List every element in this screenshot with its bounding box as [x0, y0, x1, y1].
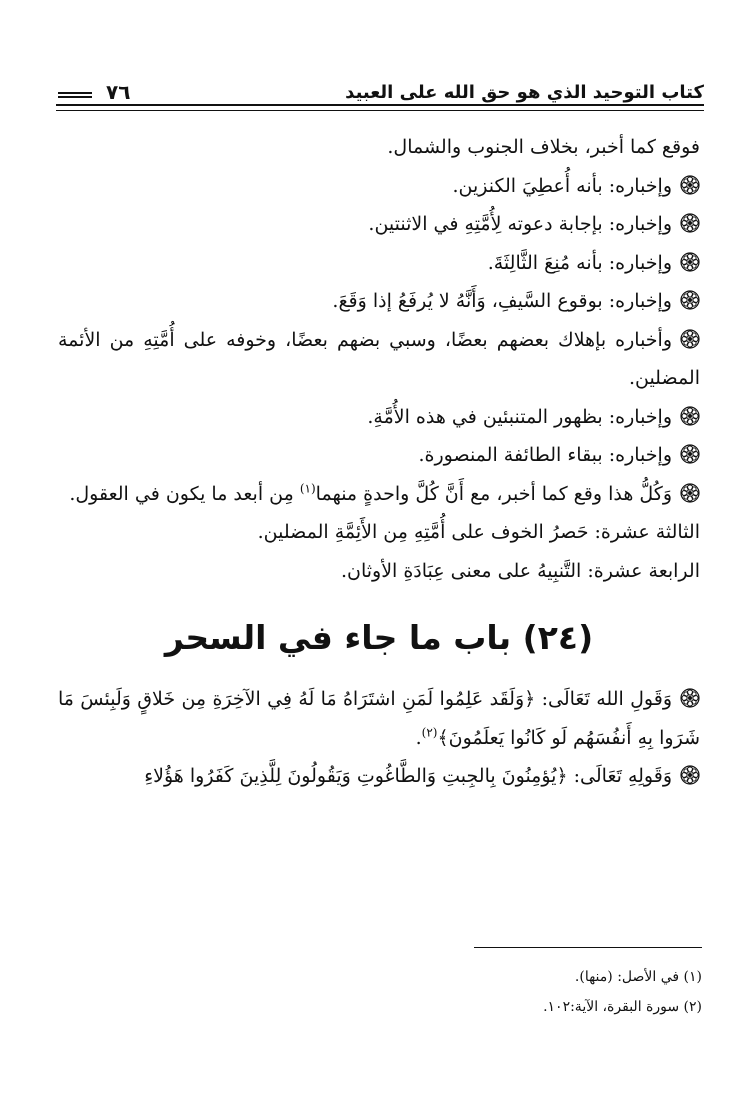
running-title: كتاب التوحيد الذي هو حق الله على العبيد — [345, 82, 704, 103]
flower-bullet-icon — [680, 483, 700, 503]
flower-bullet-icon — [680, 175, 700, 195]
verse-text: وَقَولِهِ تَعَالَى: ﴿يُؤمِنُونَ بِالجِبتِ وَالطَّاغُوتِ وَيَقُولُونَ لِلَّذِينَ كَفَرُوا هَؤُلاءِ — [144, 765, 672, 787]
footnote-2: (٢) سورة البقرة، الآية:١٠٢. — [543, 999, 702, 1015]
paragraph-text-cont: مِن أبعد ما يكون في العقول. — [69, 482, 300, 505]
bullet-item-5 — [58, 282, 700, 321]
bullet-item-2 — [58, 167, 700, 206]
verse-text: وَقَولِ الله تَعَالَى: ﴿وَلَقَد عَلِمُوا لَمَنِ اشتَرَاهُ مَا لَهُ فِي الآخِرَةِ مِن خَلاقٍ وَلَبِئسَ مَا شَرَوا بِهِ أَنفُسَهُم لَو كَانُوا يَعلَمُونَ﴾ — [58, 688, 700, 749]
paragraph-1 — [58, 128, 700, 167]
footnote-ref-2[interactable]: (٢) — [421, 725, 438, 740]
page-number-ornament — [58, 92, 92, 98]
flower-bullet-icon — [680, 329, 700, 349]
bullet-item-7 — [58, 398, 700, 437]
bullet-item-3 — [58, 205, 700, 244]
paragraph-text: وَكُلُّ هذا وقع كما أخبر، مع أَنَّ كُلَّ واحدةٍ منهما — [315, 482, 672, 505]
paragraph-text: وإخباره: ببقاء الطائفة المنصورة. — [418, 444, 672, 466]
paragraph-text: فوقع كما أخبر، بخلاف الجنوب والشمال. — [387, 136, 700, 158]
footnote-separator — [474, 947, 702, 948]
page-body — [58, 128, 700, 796]
flower-bullet-icon — [680, 406, 700, 426]
footnote-1: (١) في الأصل: (منها). — [574, 969, 702, 985]
paragraph-text: الرابعة عشرة: التَّنبِيهُ على معنى عِبَادَةِ الأوثان. — [340, 559, 700, 582]
paragraph-text: وإخباره: بوقوع السَّيفِ، وَأَنَّهُ لا يُرفَعُ إذا وَقَعَ. — [332, 290, 672, 312]
bullet-item-6 — [58, 321, 700, 398]
header-rule-thick — [56, 104, 704, 106]
page-number: ٧٦ — [106, 80, 131, 104]
flower-bullet-icon — [680, 213, 700, 233]
chapter-verse-1 — [58, 680, 700, 757]
footnote-ref-1[interactable]: (١) — [299, 481, 316, 496]
flower-bullet-icon — [680, 765, 700, 785]
verse-text-cont: . — [415, 726, 422, 749]
bullet-item-9 — [58, 475, 700, 514]
bullet-item-4 — [58, 244, 700, 283]
chapter-verse-2 — [58, 757, 700, 796]
flower-bullet-icon — [680, 290, 700, 310]
paragraph-14th — [58, 552, 700, 591]
paragraph-text: الثالثة عشرة: حَصرُ الخوف على أُمَّتِهِ مِن الأَئِمَّةِ المضلين. — [257, 521, 700, 543]
flower-bullet-icon — [680, 444, 700, 464]
flower-bullet-icon — [680, 252, 700, 272]
paragraph-text: وإخباره: بأنه مُنِعَ الثَّالِثَةَ. — [487, 251, 672, 274]
bullet-item-8 — [58, 436, 700, 475]
header-rule-thin — [56, 110, 704, 111]
footnotes — [62, 962, 702, 1022]
page-header — [58, 74, 704, 102]
paragraph-13th — [58, 513, 700, 552]
chapter-title: (٢٤) باب ما جاء في السحر — [164, 618, 594, 657]
paragraph-text: وإخباره: بإجابة دعوته لِأُمَّتِهِ في الاثنتين. — [368, 213, 672, 235]
paragraph-text: وأخباره بإهلاك بعضهم بعضًا، وسبي بضهم بعضًا، وخوفه على أُمَّتِهِ من الأئمة المضلين. — [58, 328, 700, 389]
paragraph-text: وإخباره: بظهور المتنبئين في هذه الأُمَّةِ. — [367, 405, 672, 428]
flower-bullet-icon — [680, 688, 700, 708]
paragraph-text: وإخباره: بأنه أُعطِيَ الكنزين. — [452, 174, 672, 197]
page-number-group — [58, 82, 130, 102]
